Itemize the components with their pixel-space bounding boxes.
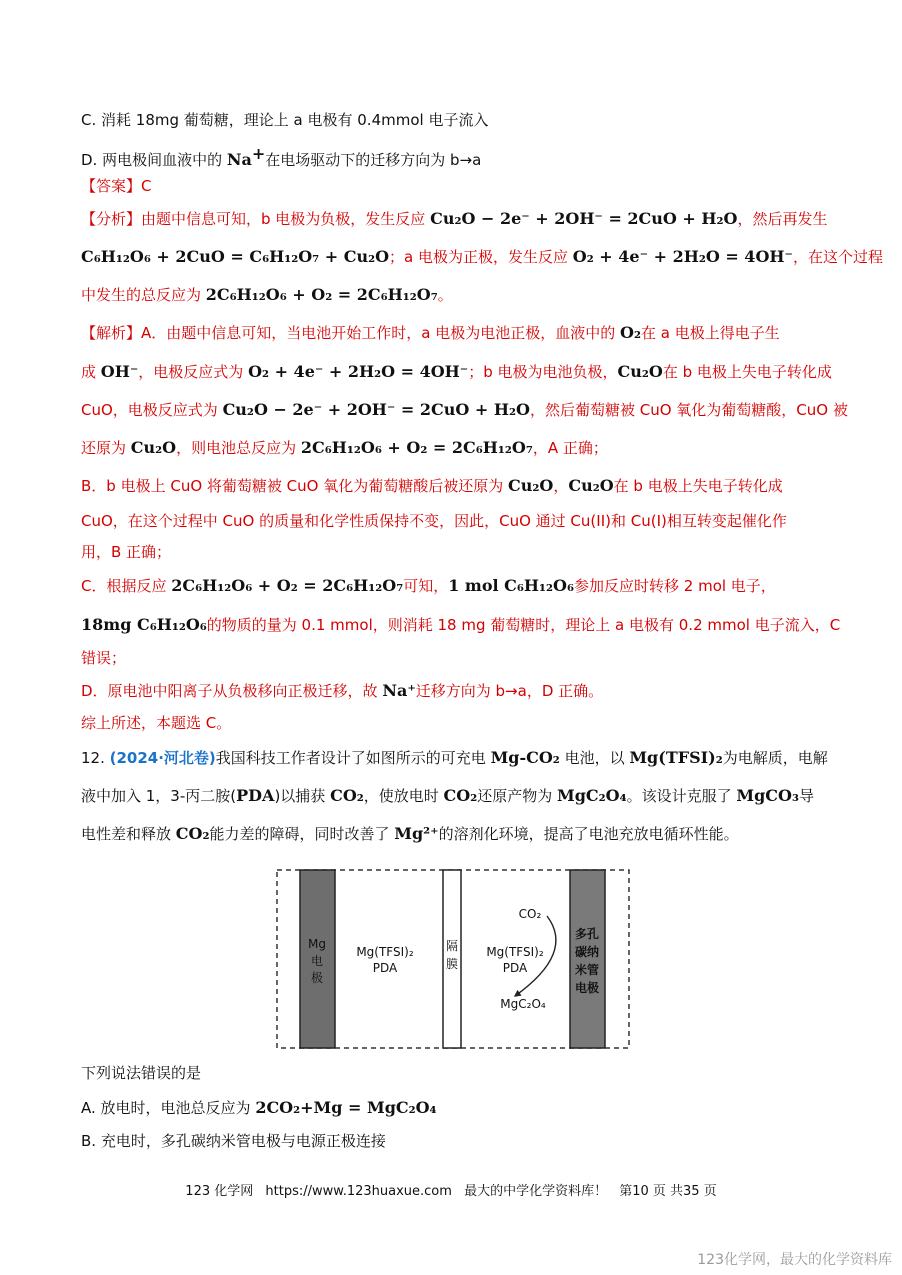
answer	[81, 176, 152, 196]
explain-line-1	[81, 323, 780, 343]
text: 的物质的量为 0.1 mmol，则消耗 18 mg 葡萄糖时，理论上 a 电极有 0.2 mmol 电子流入，C	[206, 616, 841, 634]
formula: Mg-CO₂	[490, 748, 560, 767]
explain-line-c3: 错误；	[81, 649, 127, 667]
text: 。该设计克服了	[626, 787, 737, 805]
left-electrolyte-2: PDA	[372, 961, 398, 975]
explain-line-d1	[81, 681, 603, 701]
formula: OH⁻	[100, 362, 139, 381]
option-a	[81, 1098, 437, 1118]
left-electrolyte-1: Mg(TFSI)₂	[356, 945, 414, 959]
text: ，	[553, 477, 569, 495]
answer-label: 【答案】	[81, 177, 142, 195]
option-d-prev	[81, 144, 481, 170]
text: ，在这个过程	[792, 248, 883, 266]
text: ；a 电极为正极，发生反应	[389, 248, 573, 266]
ion: Na	[226, 150, 252, 169]
equation: C₆H₁₂O₆ + 2CuO = C₆H₁₂O₇ + Cu₂O	[81, 247, 390, 266]
equation: O₂ + 4e⁻ + 2H₂O = 4OH⁻	[248, 362, 469, 381]
explain-line-4	[81, 438, 608, 458]
text: 导	[798, 787, 814, 805]
co2-label: CO₂	[518, 907, 542, 921]
text: 为电解质，电解	[722, 749, 828, 767]
cnt-label-2: 碳纳	[574, 945, 600, 959]
mg-label-1: Mg	[308, 937, 326, 951]
formula: Cu₂O	[617, 362, 663, 381]
page-footer	[0, 1180, 902, 1199]
text: 我国科技工作者设计了如图所示的可充电	[215, 749, 491, 767]
cnt-label-3: 米管	[574, 963, 600, 977]
text: 中发生的总反应为	[81, 286, 206, 304]
text: D．原电池中阳离子从负极移向正极迁移，故	[81, 682, 383, 700]
analysis-label: 【分析】	[81, 210, 142, 228]
formula: 1 mol C₆H₁₂O₆	[448, 576, 574, 595]
equation: Cu₂O − 2e⁻ + 2OH⁻ = 2CuO + H₂O	[222, 400, 530, 419]
cnt-label-1: 多孔	[574, 927, 600, 941]
explain-line-c2	[81, 615, 840, 635]
q12-line-1	[81, 748, 828, 768]
equation: 2CO₂+Mg = MgC₂O₄	[255, 1098, 437, 1117]
formula: Cu₂O	[130, 438, 177, 457]
explain-line-b1	[81, 476, 783, 496]
formula: MgC₂O₄	[557, 786, 627, 805]
text: ，然后再发生	[737, 210, 828, 228]
equation: Cu₂O − 2e⁻ + 2OH⁻ = 2CuO + H₂O	[430, 209, 738, 228]
separator-label-2: 膜	[445, 957, 459, 971]
formula: Mg(TFSI)₂	[629, 748, 723, 767]
text: 的溶剂化环境，提高了电池充放电循环性能。	[438, 825, 739, 843]
text: 成	[81, 363, 101, 381]
source-tag: (2024·河北卷)	[109, 749, 216, 767]
text: 电池，以	[559, 749, 630, 767]
right-electrolyte-1: Mg(TFSI)₂	[486, 945, 544, 959]
text: 可知，	[403, 577, 449, 595]
analysis-line-3	[81, 285, 453, 305]
text: 还原产物为	[477, 787, 558, 805]
text: )以捕获	[274, 787, 331, 805]
question-number: 12.	[81, 749, 110, 767]
text: 液中加入 1，3-丙二胺(	[81, 787, 237, 805]
explain-line-b3: 用，B 正确；	[81, 543, 172, 561]
option-b: B. 充电时，多孔碳纳米管电极与电源正极连接	[81, 1132, 386, 1150]
formula: CO₂	[330, 786, 364, 805]
text: 电性差和释放	[81, 825, 176, 843]
battery-diagram	[275, 868, 631, 1052]
option-c-prev: C. 消耗 18mg 葡萄糖，理论上 a 电极有 0.4mmol 电子流入	[81, 111, 489, 129]
formula: CO₂	[443, 786, 478, 805]
text: ，使放电时	[363, 787, 444, 805]
answer-value: C	[141, 177, 152, 195]
equation: 2C₆H₁₂O₆ + O₂ = 2C₆H₁₂O₇	[300, 438, 533, 457]
explain-summary: 综上所述，本题选 C。	[81, 714, 232, 732]
explain-line-2	[81, 362, 832, 382]
formula: MgCO₃	[736, 786, 799, 805]
question-prompt: 下列说法错误的是	[81, 1064, 202, 1082]
text: 能力差的障碍，同时改善了	[209, 825, 395, 843]
formula: Cu₂O	[508, 476, 554, 495]
text: 在 b 电极上失电子转化成	[613, 477, 783, 495]
text: ，A 正确；	[532, 439, 608, 457]
watermark: 123化学网，最大的化学资料库	[697, 1252, 892, 1268]
text: 参加反应时转移 2 mol 电子，	[574, 577, 776, 595]
text: A．由题中信息可知，当电池开始工作时，a 电极为电池正极，血液中的	[141, 324, 621, 342]
text: 在 a 电极上得电子生	[640, 324, 780, 342]
formula: PDA	[236, 786, 275, 805]
formula: Cu₂O	[568, 476, 614, 495]
footer-url[interactable]: https://www.123huaxue.com	[265, 1184, 452, 1199]
text: 在 b 电极上失电子转化成	[662, 363, 832, 381]
formula: Mg²⁺	[394, 824, 439, 843]
explain-line-c1	[81, 576, 776, 596]
footer-site: 123 化学网	[185, 1184, 254, 1199]
text: ；b 电极为电池负极，	[468, 363, 618, 381]
cnt-label-4: 电极	[574, 981, 600, 995]
explain-line-3	[81, 400, 848, 420]
separator-label-1: 隔	[445, 939, 459, 953]
analysis-line-1	[81, 209, 827, 229]
charge: +	[251, 144, 266, 163]
formula: O₂	[620, 323, 641, 342]
text: 。	[437, 286, 453, 304]
page-number: 第10 页 共35 页	[619, 1184, 717, 1199]
mg-label-2: 电	[310, 954, 324, 968]
q12-line-2	[81, 786, 814, 806]
text: 还原为	[81, 439, 131, 457]
equation: 2C₆H₁₂O₆ + O₂ = 2C₆H₁₂O₇	[205, 285, 438, 304]
text: C．根据反应	[81, 577, 172, 595]
formula: CO₂	[175, 824, 210, 843]
cnt-electrode	[570, 870, 605, 1048]
analysis-line-2	[81, 247, 883, 267]
q12-line-3	[81, 824, 739, 844]
formula: Na⁺	[382, 681, 416, 700]
text: A. 放电时，电池总反应为	[81, 1099, 256, 1117]
text: B．b 电极上 CuO 将葡萄糖被 CuO 氧化为葡萄糖酸后被还原为	[81, 477, 508, 495]
text: ，然后葡萄糖被 CuO 氧化为葡萄糖酸，CuO 被	[529, 401, 848, 419]
text: ，则电池总反应为	[176, 439, 301, 457]
text: D. 两电极间血液中的	[81, 151, 227, 169]
text: 在电场驱动下的迁移方向为 b→a	[265, 151, 482, 169]
text: CuO，电极反应式为	[81, 401, 223, 419]
mg-label-3: 极	[310, 971, 324, 985]
right-electrolyte-2: PDA	[502, 961, 528, 975]
mgc2o4-label: MgC₂O₄	[500, 997, 546, 1011]
text: 由题中信息可知，b 电极为负极，发生反应	[141, 210, 431, 228]
equation: O₂ + 4e⁻ + 2H₂O = 4OH⁻	[572, 247, 793, 266]
formula: 18mg C₆H₁₂O₆	[81, 615, 207, 634]
text: ，电极反应式为	[138, 363, 249, 381]
text: 迁移方向为 b→a，D 正确。	[415, 682, 604, 700]
explain-line-b2: CuO，在这个过程中 CuO 的质量和化学性质保持不变，因此，CuO 通过 Cu(II)和 Cu(I)相互转变起催化作	[81, 512, 787, 530]
explain-label: 【解析】	[81, 324, 142, 342]
equation: 2C₆H₁₂O₆ + O₂ = 2C₆H₁₂O₇	[171, 576, 404, 595]
footer-slogan: 最大的中学化学资料库！	[464, 1184, 608, 1199]
